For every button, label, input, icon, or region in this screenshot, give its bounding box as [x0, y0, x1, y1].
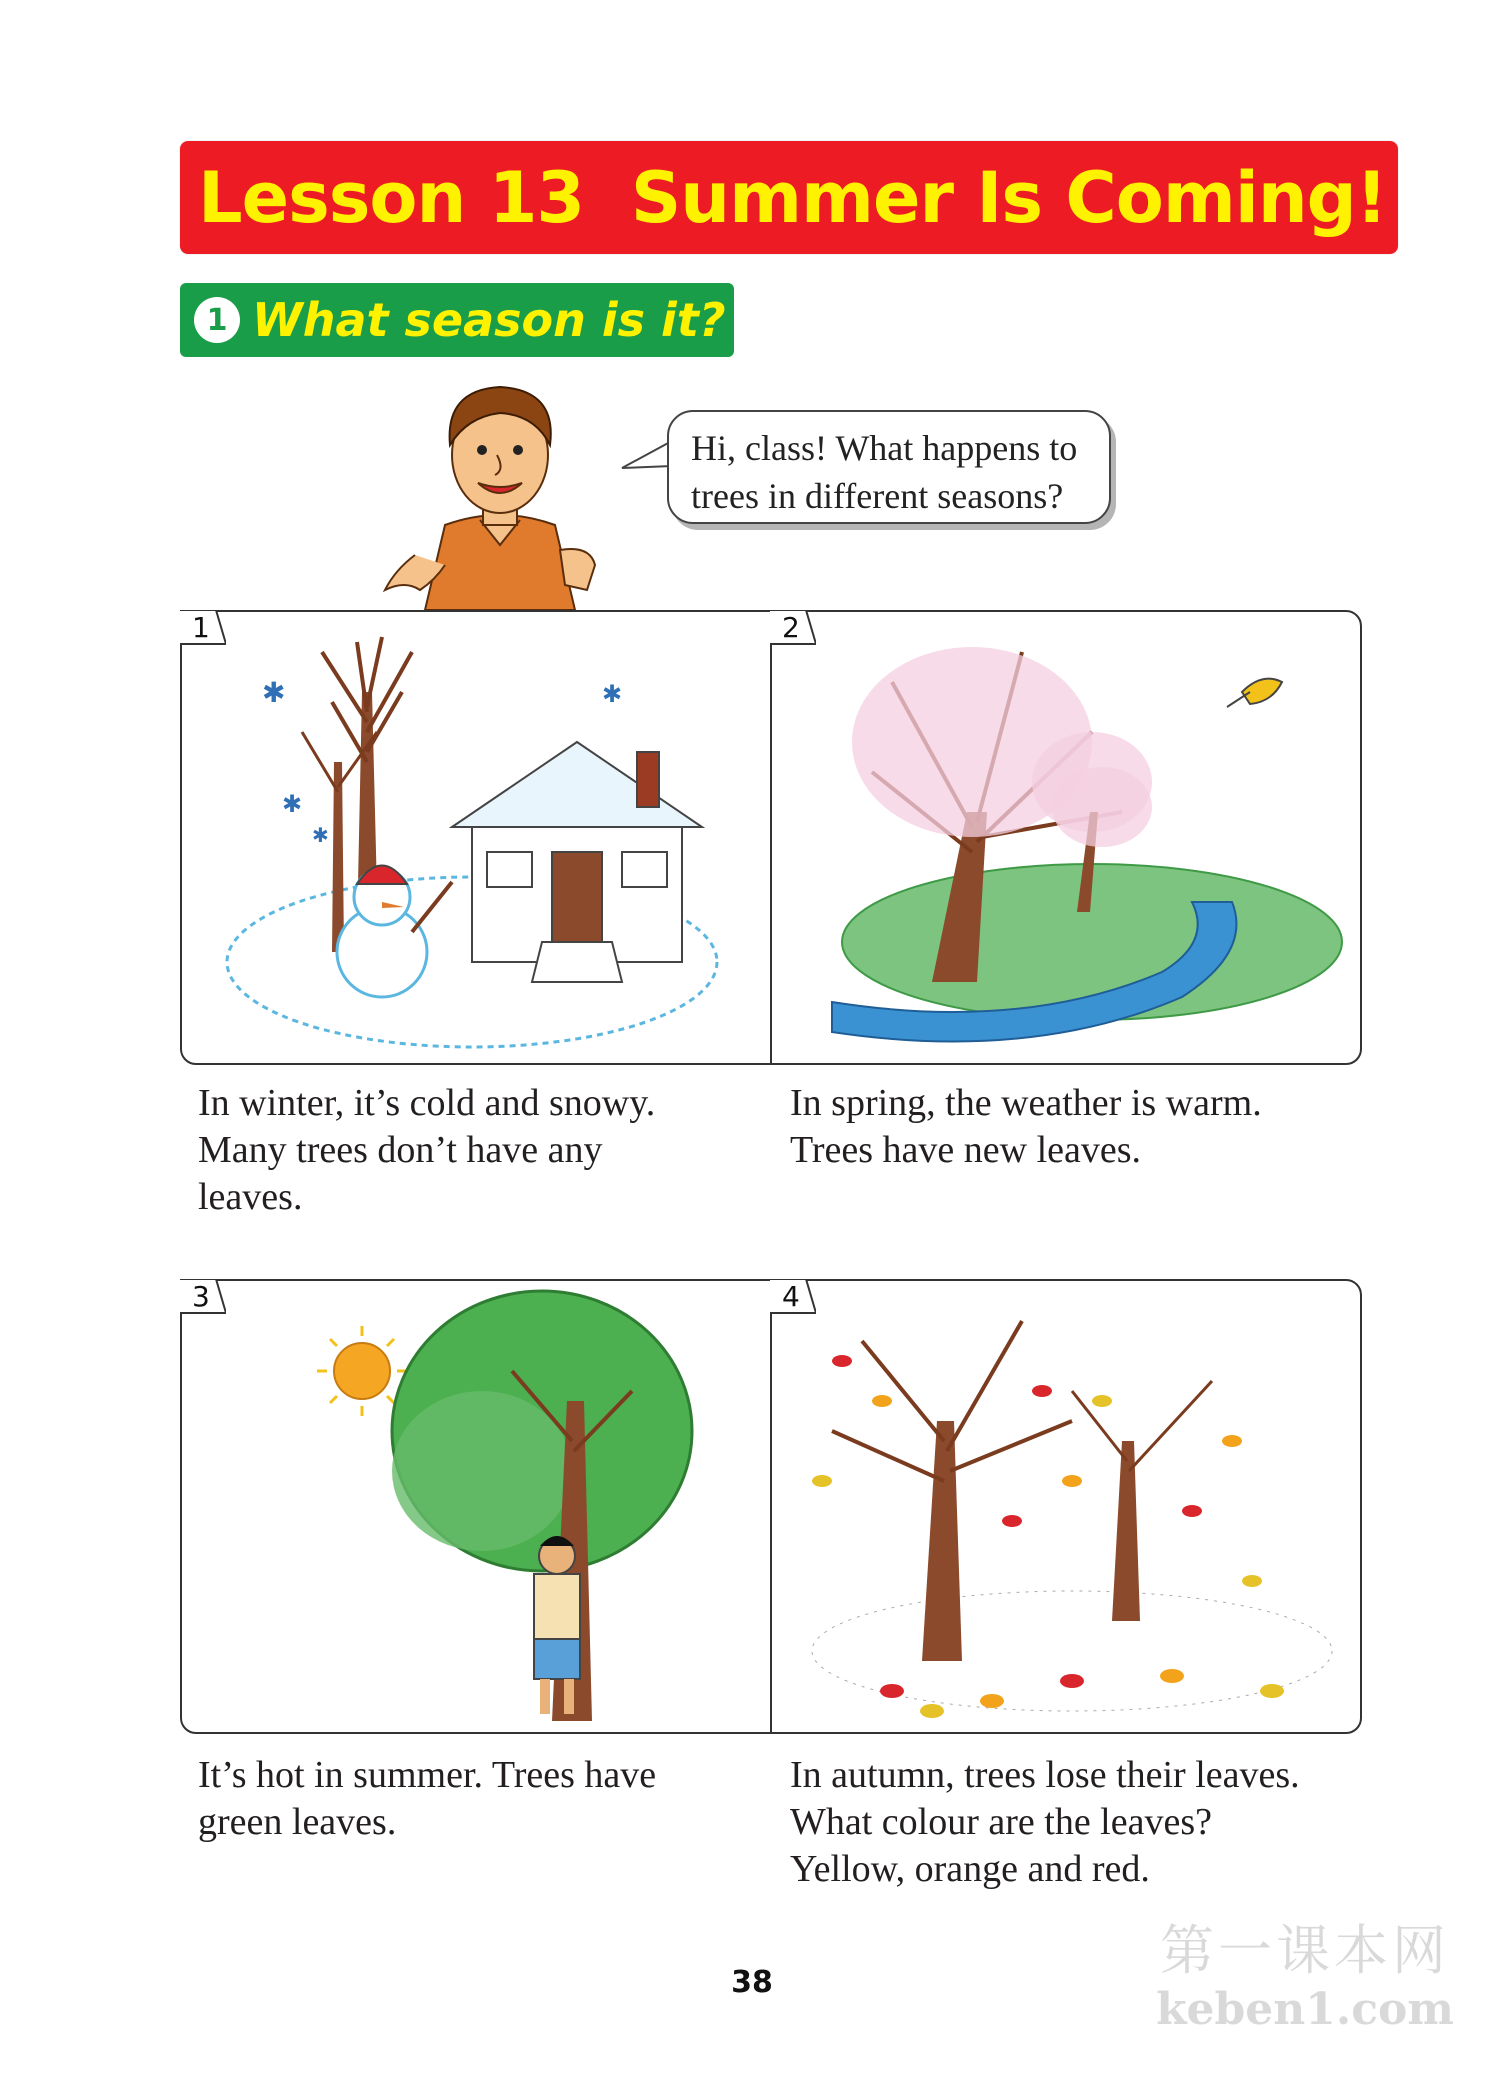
- panel-number: 2: [782, 611, 800, 644]
- panel-number-tab: [180, 610, 226, 646]
- watermark-line: 第一课本网: [1160, 1919, 1450, 1982]
- page-number: 38: [731, 1965, 773, 2000]
- caption-spring: [790, 1080, 1350, 1174]
- panel-winter: [180, 610, 772, 1065]
- panel-number-tab: [770, 610, 816, 646]
- winter-scene: [182, 612, 770, 1063]
- caption-line: It’s hot in summer. Trees have: [198, 1754, 657, 1796]
- caption-line: Many trees don’t have any: [198, 1129, 603, 1171]
- panel-autumn: [770, 1279, 1362, 1734]
- watermark: [1140, 1918, 1470, 2036]
- summer-scene: [182, 1281, 770, 1732]
- caption-autumn: [790, 1752, 1350, 1893]
- svg-text:✱: ✱: [602, 682, 623, 708]
- caption-line: Trees have new leaves.: [790, 1129, 1142, 1171]
- panel-number: 3: [192, 1280, 210, 1313]
- caption-summer: [198, 1752, 758, 1846]
- caption-line: In autumn, trees lose their leaves.: [790, 1754, 1300, 1796]
- caption-line: What colour are the leaves?: [790, 1801, 1212, 1843]
- lesson-title-banner: [180, 141, 1398, 254]
- section-title: What season is it?: [252, 293, 726, 347]
- watermark-line: keben1.com: [1156, 1984, 1454, 2035]
- svg-text:✱: ✱: [312, 825, 329, 847]
- speech-line: Hi, class! What happens to: [691, 428, 1078, 468]
- caption-line: green leaves.: [198, 1801, 397, 1843]
- lesson-title: Lesson 13 Summer Is Coming!: [198, 156, 1387, 239]
- spring-scene: [772, 612, 1360, 1063]
- caption-line: In spring, the weather is warm.: [790, 1082, 1262, 1124]
- section-badge: [180, 283, 734, 357]
- section-number: 1: [194, 297, 240, 343]
- panel-number-tab: [180, 1279, 226, 1315]
- teacher-illustration: [375, 375, 625, 610]
- panel-summer: [180, 1279, 772, 1734]
- caption-line: In winter, it’s cold and snowy.: [198, 1082, 656, 1124]
- speech-line: trees in different seasons?: [691, 476, 1064, 516]
- caption-line: leaves.: [198, 1176, 303, 1218]
- svg-text:✱: ✱: [282, 792, 303, 818]
- panel-number-tab: [770, 1279, 816, 1315]
- autumn-scene: [772, 1281, 1360, 1732]
- caption-line: Yellow, orange and red.: [790, 1848, 1150, 1890]
- speech-bubble: [667, 410, 1111, 524]
- panel-number: 1: [192, 611, 210, 644]
- svg-text:✱: ✱: [262, 678, 286, 709]
- caption-winter: [198, 1080, 758, 1221]
- panel-spring: [770, 610, 1362, 1065]
- panel-number: 4: [782, 1280, 800, 1313]
